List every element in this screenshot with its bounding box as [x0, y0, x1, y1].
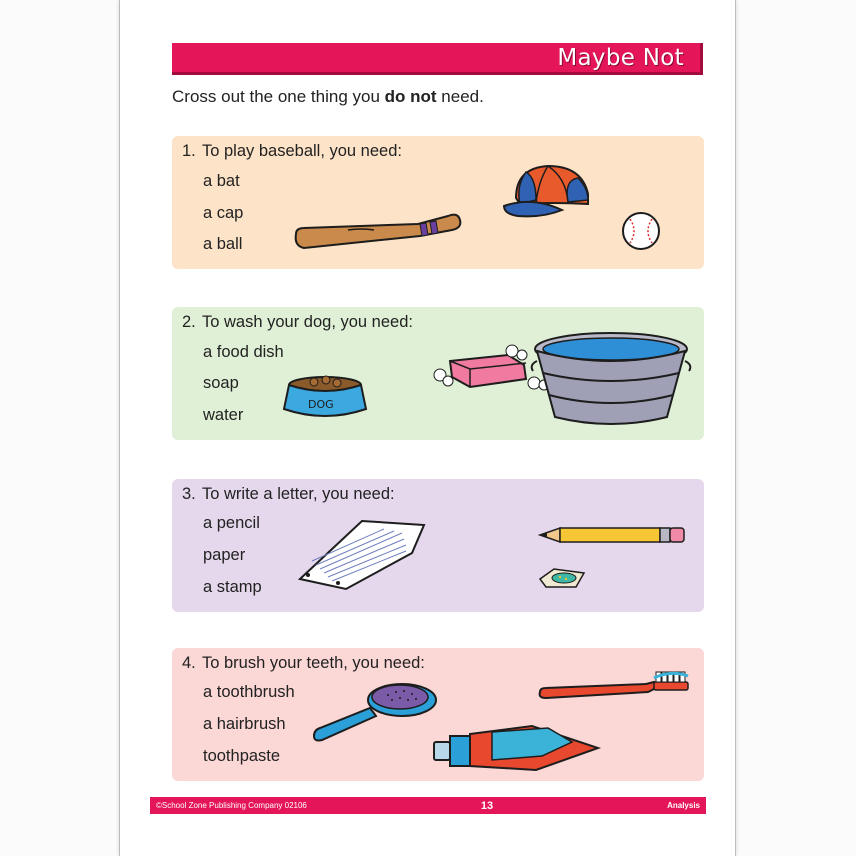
- question-3-number: 3.: [182, 485, 196, 503]
- title-bar: [172, 43, 703, 75]
- footer-bar: [150, 797, 706, 814]
- question-4-text: To brush your teeth, you need:: [202, 654, 425, 672]
- stamp-picture: [538, 567, 588, 589]
- question-1-prompt: [182, 142, 402, 161]
- question-3-option-2[interactable]: paper: [203, 546, 246, 564]
- question-2-box: [172, 307, 704, 440]
- question-1-option-1[interactable]: a bat: [203, 172, 240, 190]
- footer-section: Analysis: [667, 801, 700, 810]
- question-4-option-2[interactable]: a hairbrush: [203, 715, 286, 733]
- tub-of-water-picture: [529, 327, 694, 432]
- instructions-emphasis: do not: [384, 87, 437, 106]
- paper-picture: [294, 517, 429, 592]
- footer-page-number: 13: [480, 799, 494, 812]
- dog-food-dish-picture: [280, 373, 370, 421]
- question-2-prompt: [182, 313, 413, 332]
- page-title: Maybe Not: [557, 44, 684, 71]
- question-2-text: To wash your dog, you need:: [202, 313, 413, 331]
- question-1-box: [172, 136, 704, 269]
- baseball-picture: [620, 210, 662, 252]
- question-4-number: 4.: [182, 654, 196, 672]
- baseball-cap-picture: [502, 160, 597, 224]
- question-1-option-2[interactable]: a cap: [203, 204, 244, 222]
- footer-copyright: ©School Zone Publishing Company 02106: [156, 801, 307, 810]
- pencil-picture: [538, 523, 688, 547]
- question-1-option-3[interactable]: a ball: [203, 235, 243, 253]
- question-1-number: 1.: [182, 142, 196, 160]
- question-4-option-3[interactable]: toothpaste: [203, 747, 281, 765]
- question-3-prompt: [182, 485, 395, 504]
- instructions: [172, 87, 484, 107]
- question-3-option-1[interactable]: a pencil: [203, 514, 260, 532]
- question-2-option-2[interactable]: soap: [203, 374, 239, 392]
- worksheet-page: [119, 0, 736, 856]
- question-4-box: [172, 648, 704, 781]
- question-2-number: 2.: [182, 313, 196, 331]
- baseball-bat-picture: [290, 206, 465, 256]
- instructions-suffix: need.: [436, 87, 484, 106]
- hairbrush-picture: [312, 680, 437, 745]
- question-3-option-3[interactable]: a stamp: [203, 578, 262, 596]
- question-2-option-1[interactable]: a food dish: [203, 343, 284, 361]
- question-4-prompt: [182, 654, 425, 673]
- question-1-text: To play baseball, you need:: [202, 142, 402, 160]
- question-3-text: To write a letter, you need:: [202, 485, 395, 503]
- toothbrush-picture: [536, 670, 696, 702]
- instructions-prefix: Cross out the one thing you: [172, 87, 385, 106]
- question-4-option-1[interactable]: a toothbrush: [203, 683, 295, 701]
- question-2-option-3[interactable]: water: [203, 406, 244, 424]
- toothpaste-picture: [432, 720, 602, 776]
- question-3-box: [172, 479, 704, 612]
- dog-dish-label: DOG: [308, 398, 334, 411]
